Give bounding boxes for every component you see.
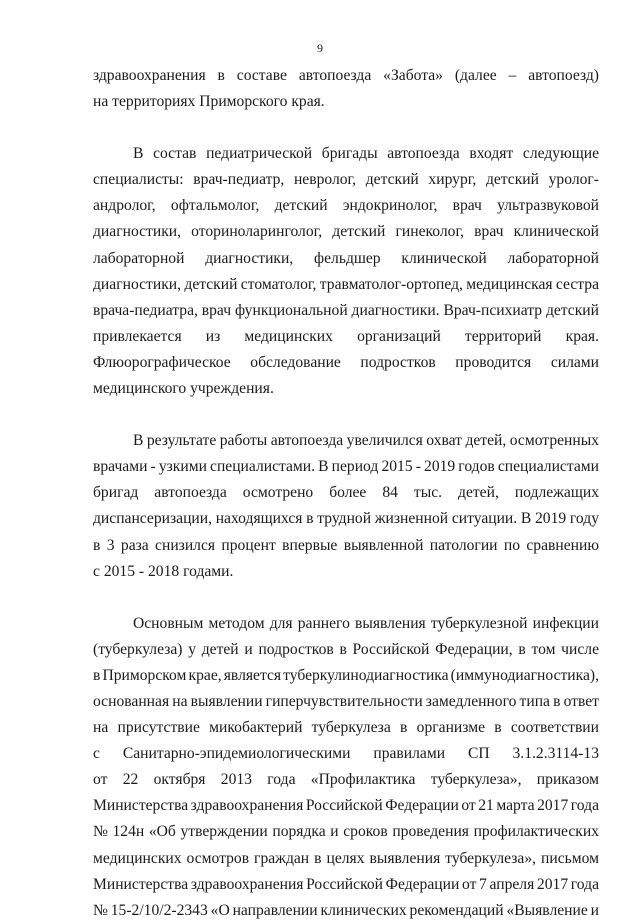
text-line: на присутствие микобактерий туберкулеза в организме в соответствии xyxy=(93,719,599,737)
text-line: № 124н «Об утверждении порядка и сроков проведения профилактических xyxy=(93,823,599,841)
text-line: В результате работы автопоезда увеличился охват детей, осмотренных xyxy=(133,432,599,450)
text-line: лабораторной диагностики, фельдшер клинической лабораторной xyxy=(93,249,599,267)
text-line: Министерства здравоохранения Российской Федерации от 21 марта 2017 года xyxy=(93,797,599,815)
text-line: от 22 октября 2013 года «Профилактика туберкулеза», приказом xyxy=(93,771,599,789)
text-line: с 2015 - 2018 годами. xyxy=(93,562,234,580)
text-line: Министерства здравоохранения Российской Федерации от 7 апреля 2017 года xyxy=(93,875,599,893)
text-line: В состав педиатрической бригады автопоезда входят следующие xyxy=(133,145,599,163)
text-line: диагностики, оториноларинголог, детский гинеколог, врач клинической xyxy=(93,223,599,241)
text-line: здравоохранения в составе автопоезда «Забота» (далее – автопоезд) xyxy=(93,67,599,84)
text-line: медицинских осмотров граждан в целях выявления туберкулеза», письмом xyxy=(93,849,599,867)
text-line: (туберкулеза) у детей и подростков в Российской Федерации, в том числе xyxy=(93,640,599,658)
text-line: специалисты: врач-педиатр, невролог, детский хирург, детский уролог- xyxy=(93,171,599,189)
text-line: Основным методом для раннего выявления туберкулезной инфекции xyxy=(133,614,599,632)
paragraph-1 xyxy=(93,63,599,115)
text-line: андролог, офтальмолог, детский эндокринолог, врач ультразвуковой xyxy=(93,197,599,215)
text-line: в Приморском крае, является туберкулинодиагностика (иммунодиагностика), xyxy=(93,666,599,684)
text-line: основанная на выявлении гиперчувствительности замедленного типа в ответ xyxy=(93,692,599,710)
paragraph-4 xyxy=(93,611,599,924)
paragraph-2 xyxy=(93,141,599,402)
document-body xyxy=(93,63,599,924)
page-number: 9 xyxy=(317,41,323,55)
text-line: медицинского учреждения. xyxy=(93,380,274,398)
text-line: привлекается из медицинских организаций территорий края. xyxy=(93,327,599,345)
text-line: на территориях Приморского края. xyxy=(93,93,325,111)
paragraph-3 xyxy=(93,428,599,585)
text-line: № 15-2/10/2-2343 «О направлении клинических рекомендаций «Выявление и xyxy=(93,901,599,919)
text-line: с Санитарно-эпидемиологическими правилами СП 3.1.2.3114-13 xyxy=(93,745,599,763)
text-line: Флюорографическое обследование подростков проводится силами xyxy=(93,353,599,371)
text-line: врача-педиатра, врач функциональной диагностики. Врач-психиатр детский xyxy=(93,301,599,319)
text-line: врачами - узкими специалистами. В период 2015 - 2019 годов специалистами xyxy=(93,458,599,476)
text-line: в 3 раза снизился процент впервые выявленной патологии по сравнению xyxy=(93,536,599,554)
text-line: диагностики, детский стоматолог, травматолог-ортопед, медицинская сестра xyxy=(93,275,599,293)
text-line: диспансеризации, находящихся в трудной жизненной ситуации. В 2019 году xyxy=(93,510,599,528)
text-line: бригад автопоезда осмотрено более 84 тыс. детей, подлежащих xyxy=(93,484,599,502)
